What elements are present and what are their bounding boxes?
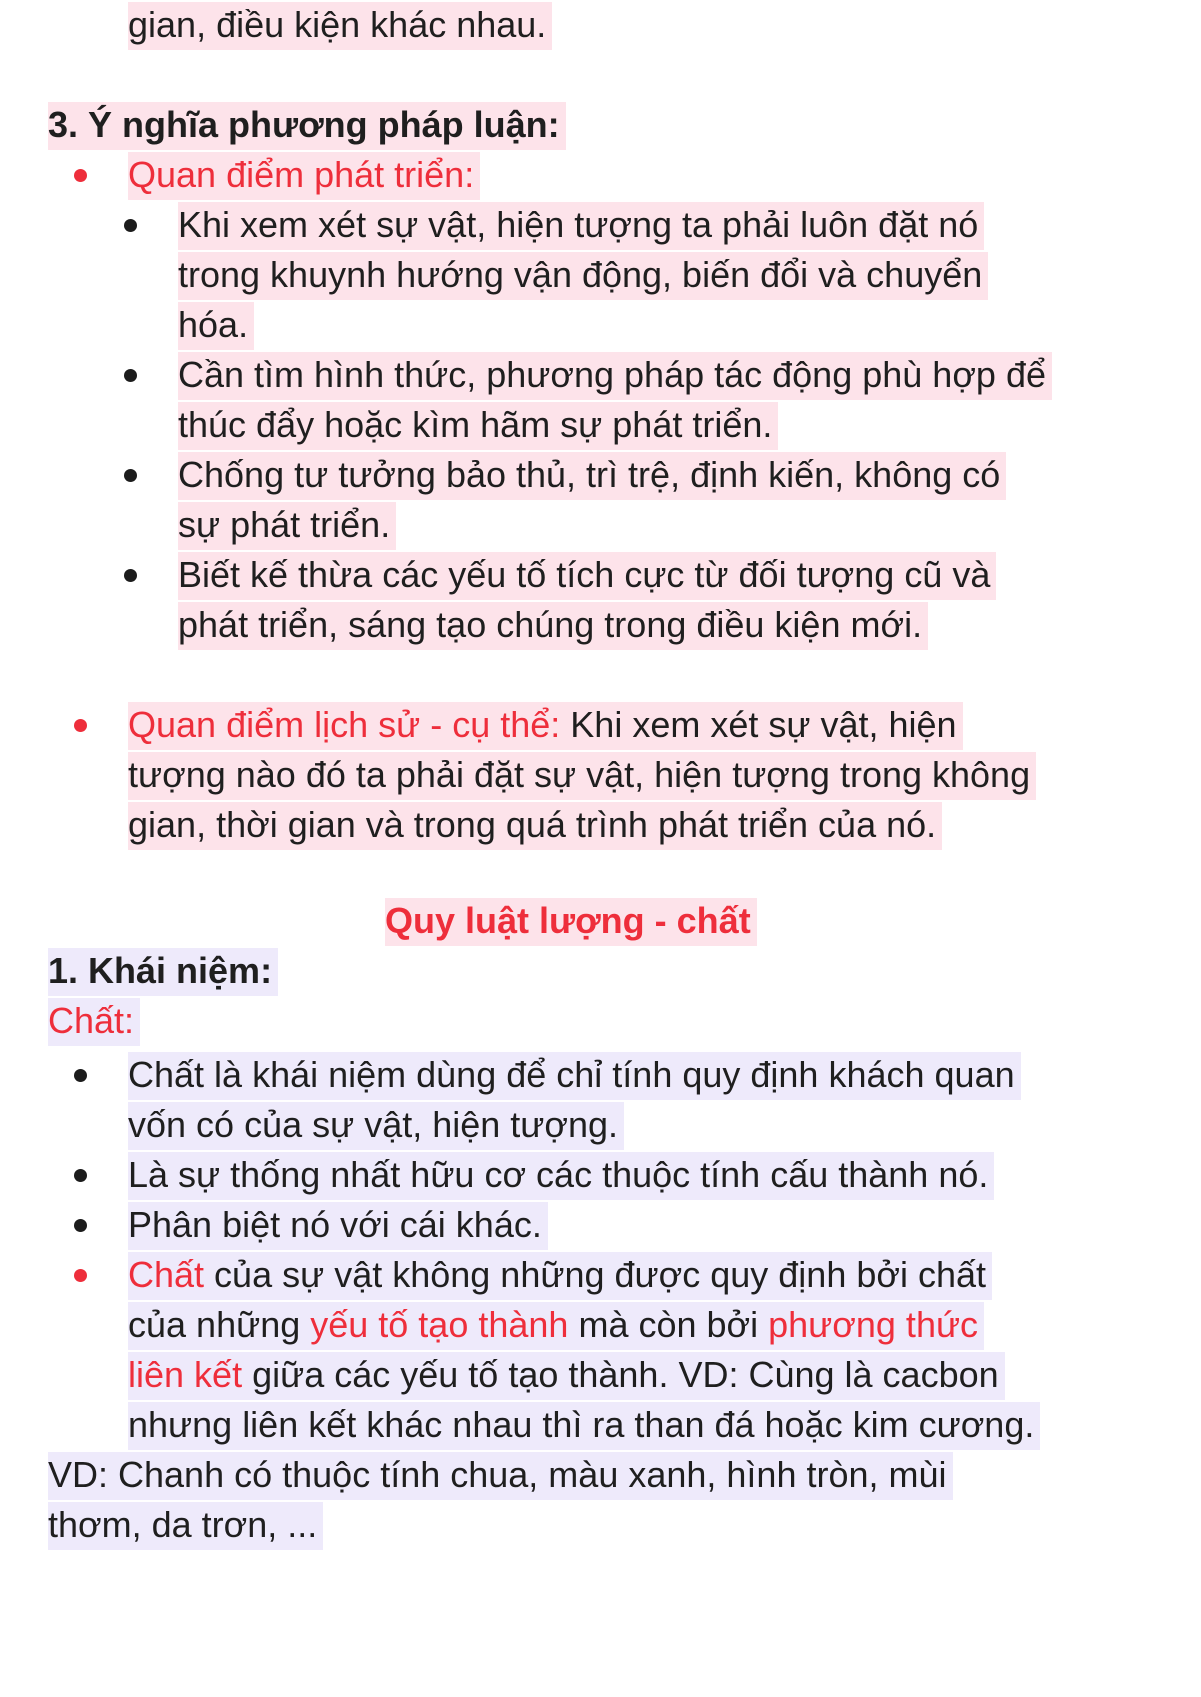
sub-bullet-3 <box>124 469 137 482</box>
quality-b4-red-method: phương thức <box>768 1304 979 1345</box>
quality-b3-line: Phân biệt nó với cái khác. <box>128 1202 548 1250</box>
point-development-label: Quan điểm phát triển: <box>128 152 480 200</box>
quality-b4-line1 <box>128 1252 992 1300</box>
quality-b4-line1-rest: của sự vật không những được quy định bởi chất <box>204 1254 987 1295</box>
quality-subheading: Chất: <box>48 998 140 1046</box>
concept-heading: 1. Khái niệm: <box>48 948 278 996</box>
quality-b4-line2-mid: mà còn bởi <box>568 1304 769 1345</box>
example-line2: thơm, da trơn, ... <box>48 1502 323 1550</box>
quality-b4-line4: nhưng liên kết khác nhau thì ra than đá hoặc kim cương. <box>128 1402 1040 1450</box>
point-historical-line1 <box>128 702 963 750</box>
quality-b4-red-term: Chất <box>128 1254 205 1295</box>
sub2-line1: Cần tìm hình thức, phương pháp tác động phù hợp để <box>178 352 1052 400</box>
quality-b4-red-elements: yếu tố tạo thành <box>310 1304 569 1345</box>
quality-b4-line3-rest: giữa các yếu tố tạo thành. VD: Cùng là cacbon <box>242 1354 999 1395</box>
sub3-line1: Chống tư tưởng bảo thủ, trì trệ, định kiến, không có <box>178 452 1006 500</box>
quality-b4-line2-pre: của những <box>128 1304 311 1345</box>
sub2-line2: thúc đẩy hoặc kìm hãm sự phát triển. <box>178 402 778 450</box>
sub4-line2: phát triển, sáng tạo chúng trong điều kiện mới. <box>178 602 928 650</box>
bullet-point-historical <box>74 719 87 732</box>
section-heading-methodology: 3. Ý nghĩa phương pháp luận: <box>48 102 566 150</box>
point-historical-line3: gian, thời gian và trong quá trình phát triển của nó. <box>128 802 942 850</box>
quality-bullet-3 <box>74 1219 87 1232</box>
sub1-line3: hóa. <box>178 302 254 350</box>
quality-bullet-4 <box>74 1269 87 1282</box>
sub4-line1: Biết kế thừa các yếu tố tích cực từ đối tượng cũ và <box>178 552 996 600</box>
example-line1: VD: Chanh có thuộc tính chua, màu xanh, hình tròn, mùi <box>48 1452 953 1500</box>
sub-bullet-2 <box>124 369 137 382</box>
law-title: Quy luật lượng - chất <box>385 898 757 946</box>
sub-bullet-1 <box>124 219 137 232</box>
quality-b4-red-link: liên kết <box>128 1354 243 1395</box>
quality-b4-line3 <box>128 1352 1005 1400</box>
point-historical-line2: tượng nào đó ta phải đặt sự vật, hiện tượng trong không <box>128 752 1036 800</box>
quality-b4-line2 <box>128 1302 984 1350</box>
intro-tail-line: gian, điều kiện khác nhau. <box>128 2 552 50</box>
point-historical-line1-rest: Khi xem xét sự vật, hiện <box>560 704 957 745</box>
sub1-line2: trong khuynh hướng vận động, biến đổi và chuyển <box>178 252 988 300</box>
sub3-line2: sự phát triển. <box>178 502 396 550</box>
bullet-point-development <box>74 169 87 182</box>
quality-bullet-1 <box>74 1069 87 1082</box>
point-historical-label: Quan điểm lịch sử - cụ thể: <box>128 704 561 745</box>
quality-b2-line: Là sự thống nhất hữu cơ các thuộc tính cấu thành nó. <box>128 1152 994 1200</box>
sub-bullet-4 <box>124 569 137 582</box>
quality-b1-line1: Chất là khái niệm dùng để chỉ tính quy định khách quan <box>128 1052 1021 1100</box>
sub1-line1: Khi xem xét sự vật, hiện tượng ta phải luôn đặt nó <box>178 202 984 250</box>
quality-bullet-2 <box>74 1169 87 1182</box>
quality-b1-line2: vốn có của sự vật, hiện tượng. <box>128 1102 624 1150</box>
